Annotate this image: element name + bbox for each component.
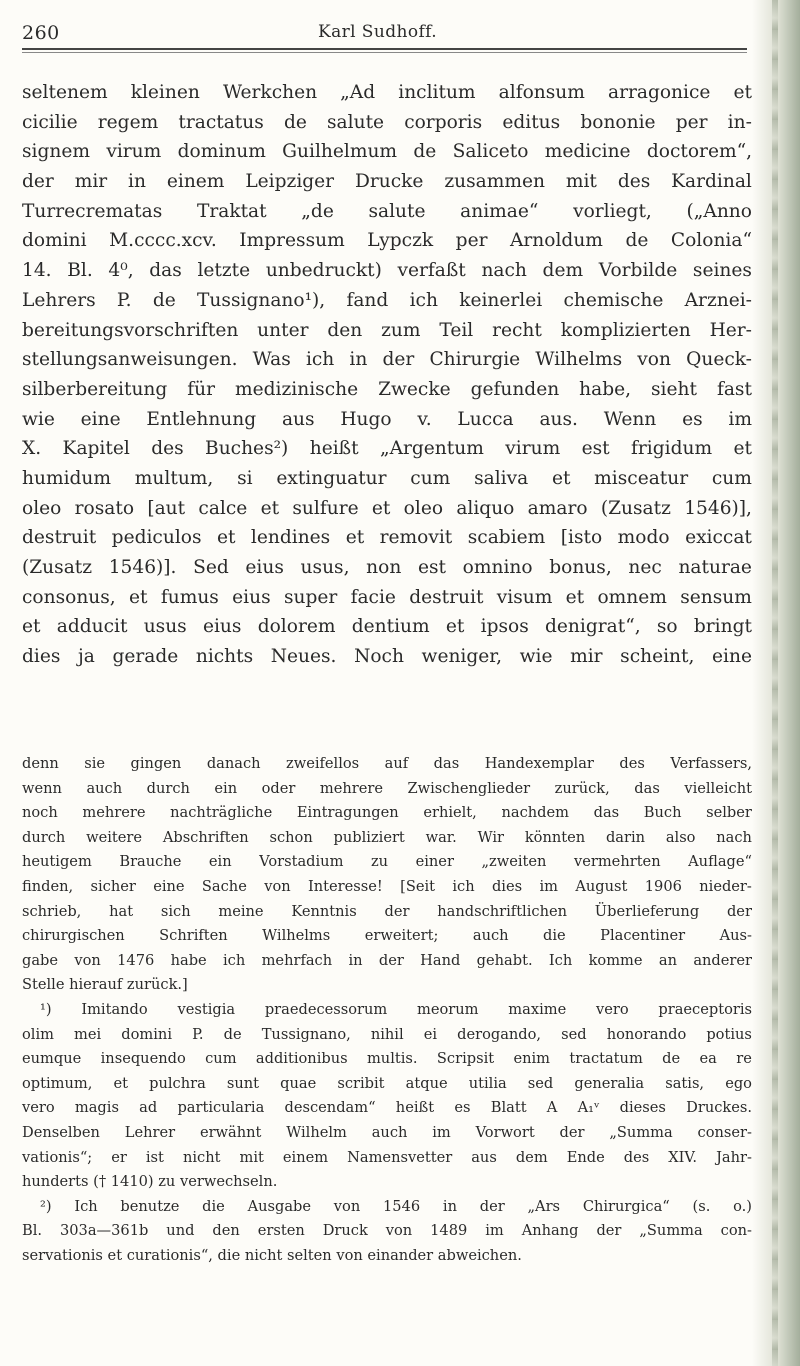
footnotes [22,752,752,1268]
footnote-line: eumque insequendo cum additionibus multis. Scripsit enim tractatum de ea re [22,1050,752,1068]
text-line: bereitungsvorschriften unter den zum Teil recht komplizierten Her- [22,319,752,341]
text-line: dies ja gerade nichts Neues. Noch weniger, wie mir scheint, eine [22,646,752,668]
footnote-line: hunderts († 1410) zu verwechseln. [22,1173,278,1191]
header-rule [22,48,747,50]
text-line: et adducit usus eius dolorem dentium et ipsos denigrat“, so bringt [22,616,752,638]
page-header [0,0,800,56]
text-line: consonus, et fumus eius super facie destruit visum et omnem sensum [22,586,752,608]
footnote-line: wenn auch durch ein oder mehrere Zwischenglieder zurück, das vielleicht [22,779,752,797]
text-line: oleo rosato [aut calce et sulfure et oleo aliquo amaro (Zusatz 1546)], [22,497,752,519]
text-line: domini M.cccc.xcv. Impressum Lypczk per Arnoldum de Colonia“ [22,230,752,252]
footnote-line: vationis“; er ist nicht mit einem Namensvetter aus dem Ende des XIV. Jahr- [22,1148,752,1166]
header-rule-thin [22,52,747,53]
text-line: wie eine Entlehnung aus Hugo v. Lucca aus. Wenn es im [22,408,752,430]
text-line: Turrecrematas Traktat „de salute animae“ vorliegt, („Anno [22,200,752,222]
footnote-line: olim mei domini P. de Tussignano, nihil ei derogando, sed honorando potius [22,1025,752,1043]
text-line: (Zusatz 1546)]. Sed eius usus, non est omnino bonus, nec naturae [22,557,752,578]
running-head: Karl Sudhoff. [318,22,438,42]
text-line: stellungsanweisungen. Was ich in der Chirurgie Wilhelms von Queck- [22,349,752,371]
footnote-line: durch weitere Abschriften schon publiziert war. Wir könnten darin also nach [22,828,752,846]
page-number: 260 [22,22,60,44]
footnote-line: finden, sicher eine Sache von Interesse! [Seit ich dies im August 1906 nieder- [22,877,752,895]
footnote-line: gabe von 1476 habe ich mehrfach in der Hand gehabt. Ich komme an anderer [22,951,752,969]
text-line: X. Kapitel des Buches²) heißt „Argentum virum est frigidum et [22,438,752,460]
footnote-line: chirurgischen Schriften Wilhelms erweitert; auch die Placentiner Aus- [22,927,752,945]
text-line: Lehrers P. de Tussignano¹), fand ich keinerlei chemische Arznei- [22,289,752,311]
footnote-line: optimum, et pulchra sunt quae scribit atque utilia sed generalia satis, ego [22,1074,752,1092]
footnote-line: servationis et curationis“, die nicht selten von einander abweichen. [22,1246,522,1264]
footnote-line: Stelle hierauf zurück.] [22,976,188,994]
text-line: cicilie regem tractatus de salute corporis editus bononie per in- [22,111,752,133]
footnote-line: Denselben Lehrer erwähnt Wilhelm auch im Vorwort der „Summa conser- [22,1123,752,1141]
text-line: humidum multum, si extinguatur cum saliva et misceatur cum [22,467,752,489]
footnote-line: Bl. 303a—361b und den ersten Druck von 1489 im Anhang der „Summa con- [22,1222,752,1240]
text-line: der mir in einem Leipziger Drucke zusammen mit des Kardinal [22,171,752,193]
footnote-line: heutigem Brauche ein Vorstadium zu einer „zweiten vermehrten Auflage“ [22,853,752,871]
text-line: destruit pediculos et lendines et removit scabiem [isto modo exiccat [22,527,752,549]
footnote-line: schrieb, hat sich meine Kenntnis der handschriftlichen Überlieferung der [22,902,752,920]
text-line: 14. Bl. 4⁰, das letzte unbedruckt) verfaßt nach dem Vorbilde seines [22,260,752,282]
scan-edge-streak [772,0,778,1366]
text-line: signem virum dominum Guilhelmum de Saliceto medicine doctorem“, [22,141,752,163]
text-line: seltenem kleinen Werkchen „Ad inclitum alfonsum arragonice et [22,82,752,103]
footnote-line: denn sie gingen danach zweifellos auf das Handexemplar des Verfassers, [22,755,752,772]
footnote-line: ¹) Imitando vestigia praedecessorum meorum maxime vero praeceptoris [40,1000,752,1018]
footnote-line: ²) Ich benutze die Ausgabe von 1546 in der „Ars Chirurgica“ (s. o.) [40,1197,752,1215]
main-text [22,78,752,672]
footnote-line: vero magis ad particularia descendam“ heißt es Blatt A A₁ᵛ dieses Druckes. [22,1099,752,1117]
footnote-line: noch mehrere nachträgliche Eintragungen erhielt, nachdem das Buch selber [22,804,752,822]
text-line: silberbereitung für medizinische Zwecke gefunden habe, sieht fast [22,378,752,400]
